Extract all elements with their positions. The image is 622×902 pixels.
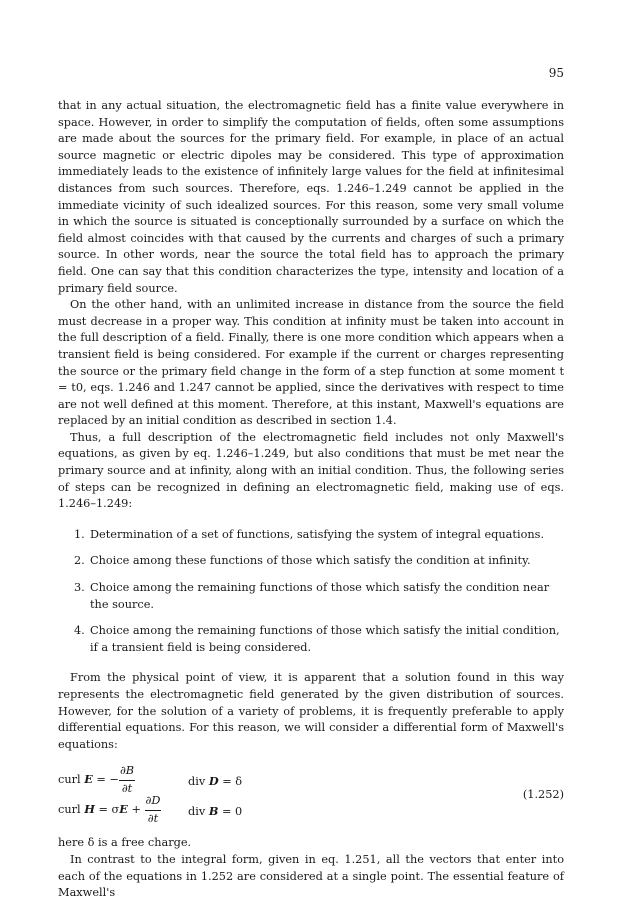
page-number: 95 [548,66,564,80]
paragraph: In contrast to the integral form, given in eq. 1.251, all the vectors that enter into each of the equations in 1.252 are considered at a single point. The essential feature of Maxwell's [58,852,564,900]
step-text: Choice among these functions of those which satisfy the condition at infinity. [90,554,531,568]
step-number: 4. [74,624,85,638]
paragraph: Thus, a full description of the electromagnetic field includes not only Maxwell's equations, as given by eq. 1.246–1.249, but also conditions that must be met near the primary source and at infinity, along with an initial condition. Thus, the following series of steps can be recognized in defining an electromagnetic field, making use of eqs. 1.246–1.249: [58,430,564,511]
step-text: Choice among the remaining functions of those which satisfy the initial condition, if a transient field is being considered. [90,624,560,654]
step-text: Choice among the remaining functions of those which satisfy the condition near the source. [90,581,550,611]
equation-row [58,793,243,827]
list-item [58,527,564,544]
paragraph: On the other hand, with an unlimited increase in distance from the source the field must decrease in a proper way. This condition at infinity must be taken into account in the full description of a field. Finally, there is one more condition which appears when a transient field is being considered. For example if the current or charges representing the source or the primary field change in the form of a step function at some moment t = t0, eqs. 1.246 and 1.247 cannot be applied, since the derivatives with respect to time are not well defined at this moment. Therefore, at this instant, Maxwell's equations are replaced by an initial condition as described in section 1.4. [58,298,564,428]
page-body [58,98,564,902]
equation-block [58,763,564,827]
paragraph: here δ is a free charge. [58,836,192,850]
div-b-equation: div B = 0 [188,804,243,819]
curl-h-equation: curl H = σE + $\frac{\partial D}{\partial t}$ [58,794,161,825]
paragraph: that in any actual situation, the electromagnetic field has a finite value everywhere in space. However, in order to simplify the computation of fields, often some assumptions are made about the sources for the primary field. For example, in place of an actual source magnetic or electric dipoles may be considered. This type of approximation immediately leads to the existence of infinitely large values for the field at infinitesimal distances from such sources. Therefore, eqs. 1.246–1.249 cannot be applied in the immediate vicinity of such idealized sources. For this reason, some very small volume in which the source is situated is conceptionally surrounded by a surface on which the field almost coincides with that caused by the currents and charges of such a primary source. In other words, near the source the total field has to approach the primary field. One can say that this condition characterizes the type, intensity and location of a primary field source. [58,99,564,295]
step-number: 2. [74,554,85,568]
curl-e-equation: curl E = − $\frac{\partial B}{\partial t}$ [58,764,135,795]
list-item [58,623,564,656]
div-d-equation: div D = δ [188,774,243,789]
list-item [58,553,564,570]
step-number: 3. [74,581,85,595]
steps-list [58,527,564,657]
list-item [58,580,564,613]
step-number: 1. [74,527,85,541]
equation-number: (1.252) [522,788,564,802]
step-text: Determination of a set of functions, satisfying the system of integral equations. [90,527,545,541]
paragraph: From the physical point of view, it is apparent that a solution found in this way represents the electromagnetic field generated by the given distribution of sources. However, for the solution of a variety of problems, it is frequently preferable to apply differential equations. For this reason, we will consider a differential form of Maxwell's equations: [58,671,564,751]
